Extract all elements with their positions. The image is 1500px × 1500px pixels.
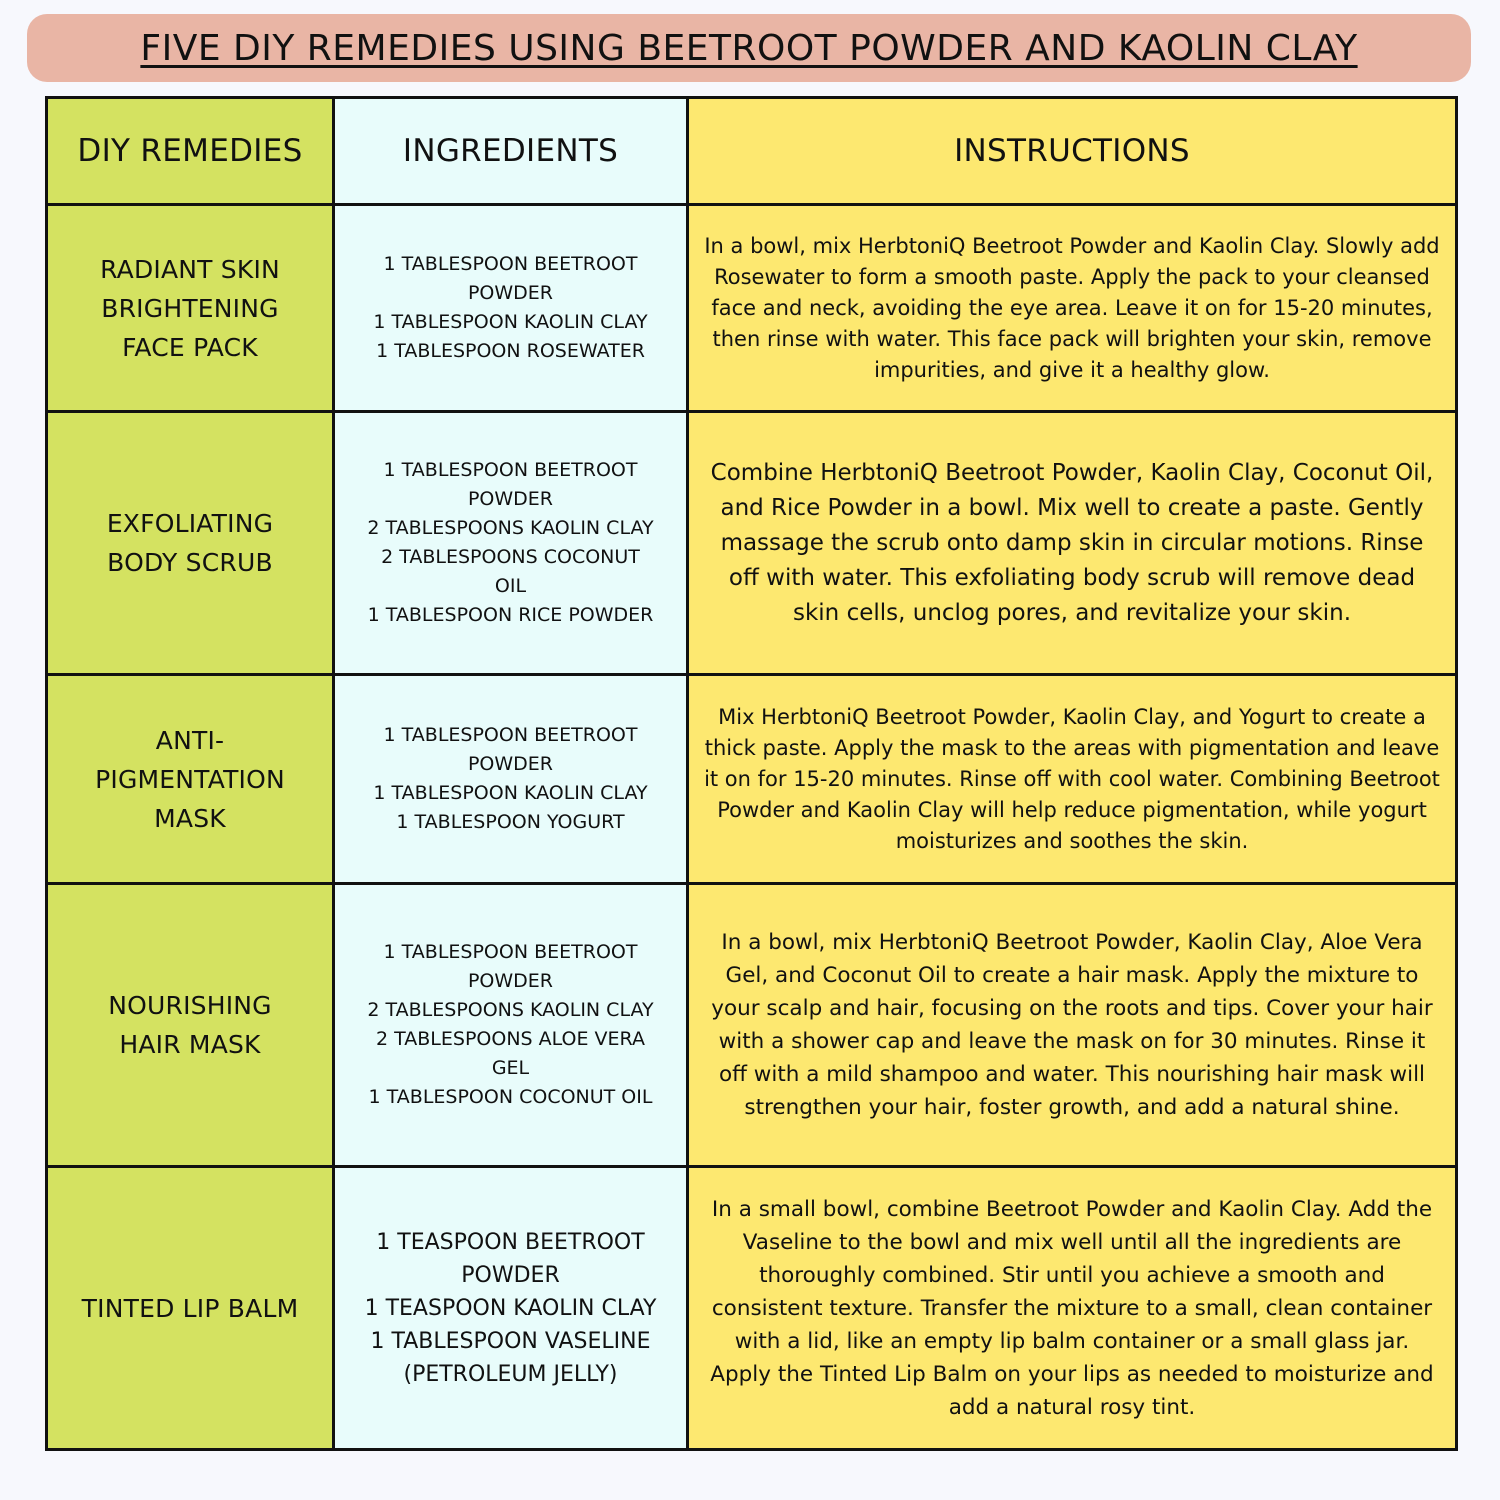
ingredient-line: POWDER [461, 1262, 560, 1288]
ingredient-line: POWDER [467, 970, 554, 992]
table-header-row [47, 98, 1457, 205]
table-row [47, 884, 1457, 1167]
ingredient-line: GEL [491, 1057, 530, 1079]
ingredient-line: 1 TABLESPOON COCONUT OIL [368, 1086, 653, 1108]
ingredient-line: 2 TABLESPOONS ALOE VERA [376, 1028, 645, 1050]
ingredient-line: 1 TABLESPOON YOGURT [396, 811, 625, 833]
remedy-name-line: ANTI- [155, 725, 225, 755]
remedies-table [45, 96, 1458, 1451]
table-row [47, 205, 1457, 412]
ingredient-line: 2 TABLESPOONS KAOLIN CLAY [367, 517, 654, 539]
instructions-cell: Mix HerbtoniQ Beetroot Powder, Kaolin Clay, and Yogurt to create a thick paste. Apply the mask to the areas with pigmentation and leave it on for 15-20 minutes. Rinse off with cool water. Combining Beetroot Powder and Kaolin Clay will help reduce pigmentation, while yogurt moisturizes and soothes the skin. [688, 675, 1457, 884]
ingredient-line: 1 TABLESPOON RICE POWDER [367, 604, 654, 626]
instructions-cell: Combine HerbtoniQ Beetroot Powder, Kaolin Clay, Coconut Oil, and Rice Powder in a bowl. Mix well to create a paste. Gently massage the scrub onto damp skin in circular motions. Rinse off with water. This exfoliating body scrub will remove dead skin cells, unclog pores, and revitalize your skin. [688, 412, 1457, 675]
remedy-name-line: BRIGHTENING [101, 293, 279, 323]
ingredients-cell [334, 675, 688, 884]
ingredient-line: POWDER [467, 488, 554, 510]
header-diy-remedies: DIY REMEDIES [47, 98, 334, 205]
ingredient-line: 2 TABLESPOONS KAOLIN CLAY [367, 999, 654, 1021]
remedy-name-cell [47, 205, 334, 412]
ingredient-line: OIL [494, 575, 527, 597]
ingredient-line: 1 TABLESPOON BEETROOT [383, 941, 638, 963]
instructions-cell: In a bowl, mix HerbtoniQ Beetroot Powder and Kaolin Clay. Slowly add Rosewater to form a smooth paste. Apply the pack to your cleansed face and neck, avoiding the eye area. Leave it on for 15-20 minutes, then rinse with water. This face pack will brighten your skin, remove impurities, and give it a healthy glow. [688, 205, 1457, 412]
remedy-name-cell [47, 1167, 334, 1450]
ingredient-line: 1 TABLESPOON ROSEWATER [376, 340, 645, 362]
remedy-name-line: RADIANT SKIN [100, 254, 280, 284]
table-row [47, 412, 1457, 675]
remedy-name-line: MASK [154, 803, 226, 833]
title-banner [27, 14, 1471, 82]
table-row [47, 675, 1457, 884]
ingredient-line: 1 TEASPOON KAOLIN CLAY [364, 1295, 657, 1321]
remedy-name-line: BODY SCRUB [107, 548, 273, 577]
ingredient-line: POWDER [467, 753, 554, 775]
remedy-name-cell [47, 884, 334, 1167]
table-row [47, 1167, 1457, 1450]
ingredient-line: 1 TABLESPOON BEETROOT [383, 459, 638, 481]
ingredient-line: 1 TEASPOON BEETROOT [376, 1229, 645, 1255]
remedy-name-cell [47, 412, 334, 675]
ingredients-cell [334, 205, 688, 412]
ingredients-cell [334, 884, 688, 1167]
ingredient-line: 1 TABLESPOON KAOLIN CLAY [373, 782, 648, 804]
instructions-cell: In a small bowl, combine Beetroot Powder and Kaolin Clay. Add the Vaseline to the bowl and mix well until all the ingredients are thoroughly combined. Stir until you achieve a smooth and consistent texture. Transfer the mixture to a small, clean container with a lid, like an empty lip balm container or a small glass jar. Apply the Tinted Lip Balm on your lips as needed to moisturize and add a natural rosy tint. [688, 1167, 1457, 1450]
instructions-cell: In a bowl, mix HerbtoniQ Beetroot Powder, Kaolin Clay, Aloe Vera Gel, and Coconut Oil to create a hair mask. Apply the mixture to your scalp and hair, focusing on the roots and tips. Cover your hair with a shower cap and leave the mask on for 30 minutes. Rinse it off with a mild shampoo and water. This nourishing hair mask will strengthen your hair, foster growth, and add a natural shine. [688, 884, 1457, 1167]
header-ingredients: INGREDIENTS [334, 98, 688, 205]
ingredient-line: 1 TABLESPOON KAOLIN CLAY [373, 311, 648, 333]
ingredients-cell [334, 412, 688, 675]
remedy-name-line: NOURISHING [108, 991, 272, 1020]
ingredient-line: 1 TABLESPOON VASELINE [370, 1328, 651, 1354]
header-instructions: INSTRUCTIONS [688, 98, 1457, 205]
ingredients-cell [334, 1167, 688, 1450]
ingredient-line: 1 TABLESPOON BEETROOT [383, 724, 638, 746]
ingredient-line: POWDER [467, 282, 554, 304]
ingredient-line: (PETROLEUM JELLY) [403, 1361, 618, 1387]
remedy-name-line: EXFOLIATING [106, 509, 274, 538]
ingredient-line: 1 TABLESPOON BEETROOT [383, 253, 638, 275]
ingredient-line: 2 TABLESPOONS COCONUT [381, 546, 640, 568]
remedy-name-line: HAIR MASK [119, 1030, 261, 1059]
remedy-name-line: FACE PACK [122, 332, 258, 362]
remedy-name-line: TINTED LIP BALM [81, 1293, 299, 1323]
remedy-name-line: PIGMENTATION [95, 764, 285, 794]
page-title: FIVE DIY REMEDIES USING BEETROOT POWDER AND KAOLIN CLAY [140, 27, 1358, 69]
remedy-name-cell [47, 675, 334, 884]
